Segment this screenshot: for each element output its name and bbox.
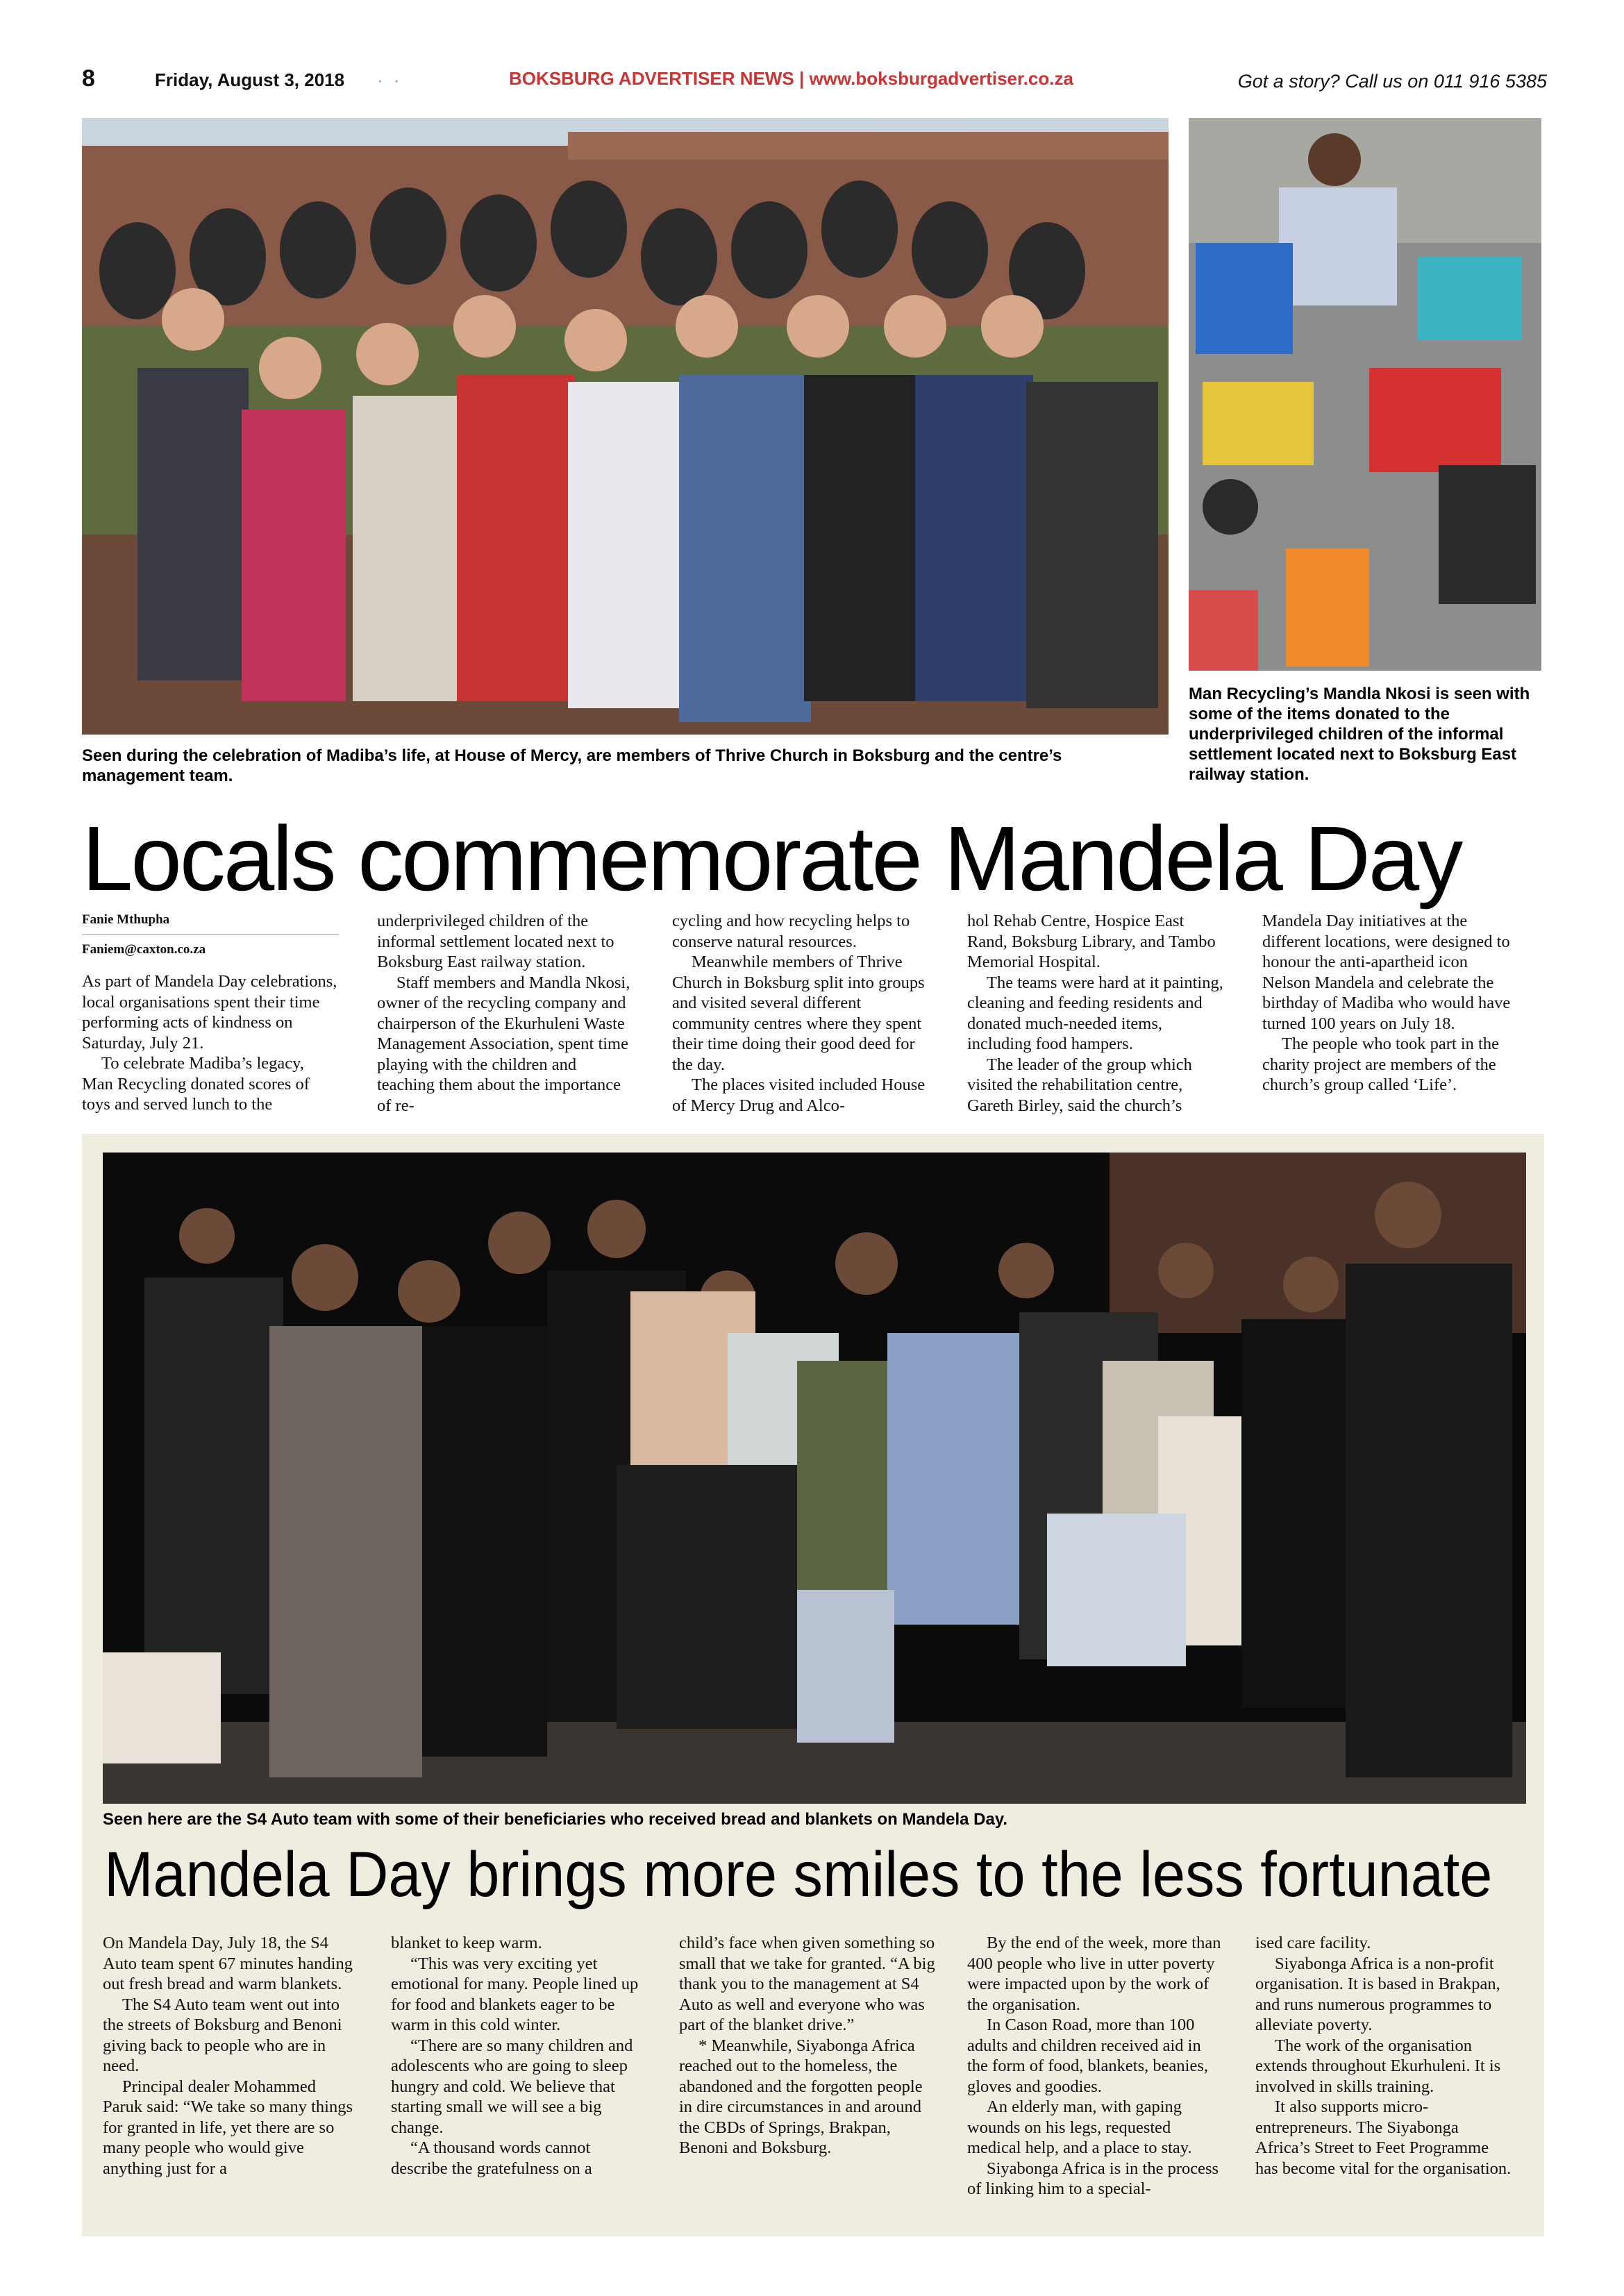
paragraph: Principal dealer Mohammed Paruk said: “We take so many things for granted in life, yet there are so many people who would give anything just for a (103, 2077, 353, 2178)
article2-column-1 (103, 1933, 360, 2179)
paragraph: “There are so many children and adolescents who are going to sleep hungry and cold. We believe that starting small we will see a big change. (391, 2036, 633, 2137)
paragraph: It also supports micro- entrepreneurs. The Siyabonga Africa’s Street to Feet Programme has become vital for the organisation. (1255, 2097, 1512, 2178)
caption-man-recycling: Man Recycling’s Mandla Nkosi is seen with some of the items donated to the underprivileged children of the informal settlement located next to Boksburg East railway station. (1189, 685, 1530, 784)
paragraph: To celebrate Madiba’s legacy, Man Recycling donated scores of toys and served lunch to the (82, 1054, 310, 1114)
page-header (82, 61, 1547, 96)
paragraph: An elderly man, with gaping wounds on his legs, requested medical help, and a place to stay. (967, 2097, 1192, 2157)
paragraph: On Mandela Day, July 18, the S4 Auto team spent 67 minutes handing out fresh bread and warm blankets. (103, 1934, 353, 1993)
page-number: 8 (82, 65, 95, 92)
caption-thrive-church: Seen during the celebration of Madiba’s life, at House of Mercy, are members of Thrive Church in Boksburg and the centre’s management team. (82, 746, 1062, 785)
byline-email: Faniem@caxton.co.za (82, 935, 339, 959)
paragraph: blanket to keep warm. (391, 1934, 542, 1952)
photo-s4-auto-image (103, 1153, 1526, 1804)
byline: Fanie Mthupha (82, 912, 170, 927)
photo-s4-auto-team (103, 1153, 1526, 1804)
paragraph: The places visited included House of Mercy Drug and Alco- (672, 1075, 926, 1115)
caption-s4-auto: Seen here are the S4 Auto team with some of their beneficiaries who received bread and blankets on Mandela Day. (103, 1810, 1008, 1829)
article1-column-2 (377, 911, 634, 1116)
article2-column-5 (1255, 1933, 1512, 2179)
paragraph: hol Rehab Centre, Hospice East Rand, Boksburg Library, and Tambo Memorial Hospital. (967, 912, 1216, 971)
paragraph: In Cason Road, more than 100 adults and children received aid in the form of food, blankets, beanies, gloves and goodies. (967, 2016, 1208, 2096)
paragraph: Meanwhile members of Thrive Church in Boksburg split into groups and visited several different community centres where they spent their time doing their good deed for the day. (672, 953, 925, 1074)
article2-column-2 (391, 1933, 648, 2179)
photo-man-recycling (1189, 118, 1541, 671)
article-more-smiles (103, 1933, 1533, 2224)
decorative-dots: · · (377, 69, 403, 90)
paragraph: underprivileged children of the informal settlement located next to Boksburg East railway station. (377, 912, 614, 971)
paragraph: child’s face when given something so small that we take for granted. “A big thank you to the management at S4 Auto as well and everyone who was part of the blanket drive.” (679, 1934, 935, 2034)
article-locals-commemorate (82, 911, 1547, 1133)
photo-man-recycling-image (1189, 118, 1541, 671)
paragraph: The leader of the group which visited the rehabilitation centre, Gareth Birley, said the church’s (967, 1055, 1192, 1115)
paragraph: “A thousand words cannot describe the gratefulness on a (391, 2138, 592, 2178)
headline-locals-commemorate: Locals commemorate Mandela Day (82, 807, 1462, 910)
photo-thrive-church-group (82, 118, 1169, 735)
paragraph: The S4 Auto team went out into the streets of Boksburg and Benoni giving back to people who are in need. (103, 1995, 342, 2075)
headline-more-smiles: Mandela Day brings more smiles to the less fortunate (104, 1839, 1493, 1910)
article2-column-4 (967, 1933, 1224, 2199)
article1-column-4 (967, 911, 1224, 1116)
article1-column-5 (1262, 911, 1519, 1096)
paragraph: cycling and how recycling helps to conserve natural resources. (672, 912, 910, 951)
article1-column-1 (82, 911, 339, 1115)
paragraph: The teams were hard at it painting, cleaning and feeding residents and donated much-needed items, including food hampers. (967, 973, 1223, 1053)
article2-column-3 (679, 1933, 936, 2159)
paragraph: By the end of the week, more than 400 people who live in utter poverty were impacted upon by the work of the organisation. (967, 1934, 1221, 2014)
paragraph: As part of Mandela Day celebrations, local organisations spent their time performing acts of kindness on Saturday, July 21. (82, 972, 337, 1053)
paragraph: Siyabonga Africa is in the process of linking him to a special- (967, 2159, 1219, 2198)
paragraph: The people who took part in the charity project are members of the church’s group called ‘Life’. (1262, 1034, 1499, 1094)
paragraph: Staff members and Mandla Nkosi, owner of the recycling company and chairperson of the Ekurhuleni Waste Management Association, spent time playing with the children and teaching them about the importance of re- (377, 973, 630, 1115)
paragraph: The work of the organisation extends throughout Ekurhuleni. It is involved in skills training. (1255, 2036, 1501, 2096)
article1-column-3 (672, 911, 929, 1116)
paragraph: Siyabonga Africa is a non-profit organisation. It is based in Brakpan, and runs numerous programmes to alleviate poverty. (1255, 1954, 1500, 2034)
photo-thrive-church-image (82, 118, 1169, 735)
paragraph: ised care facility. (1255, 1934, 1371, 1952)
story-tip: Got a story? Call us on 011 916 5385 (1237, 71, 1547, 92)
paragraph: “This was very exciting yet emotional for many. People lined up for food and blankets eager to be warm in this cold winter. (391, 1954, 639, 2034)
masthead: BOKSBURG ADVERTISER NEWS | www.boksburgadvertiser.co.za (509, 68, 1073, 89)
paragraph: Mandela Day initiatives at the different locations, were designed to honour the anti-apartheid icon Nelson Mandela and celebrate the birthday of Madiba who would have turned 100 years on July 18. (1262, 912, 1511, 1033)
issue-date: Friday, August 3, 2018 (155, 69, 345, 90)
paragraph: * Meanwhile, Siyabonga Africa reached out to the homeless, the abandoned and the forgotten people in dire circumstances in and around the CBDs of Springs, Brakpan, Benoni and Boksburg. (679, 2036, 923, 2157)
